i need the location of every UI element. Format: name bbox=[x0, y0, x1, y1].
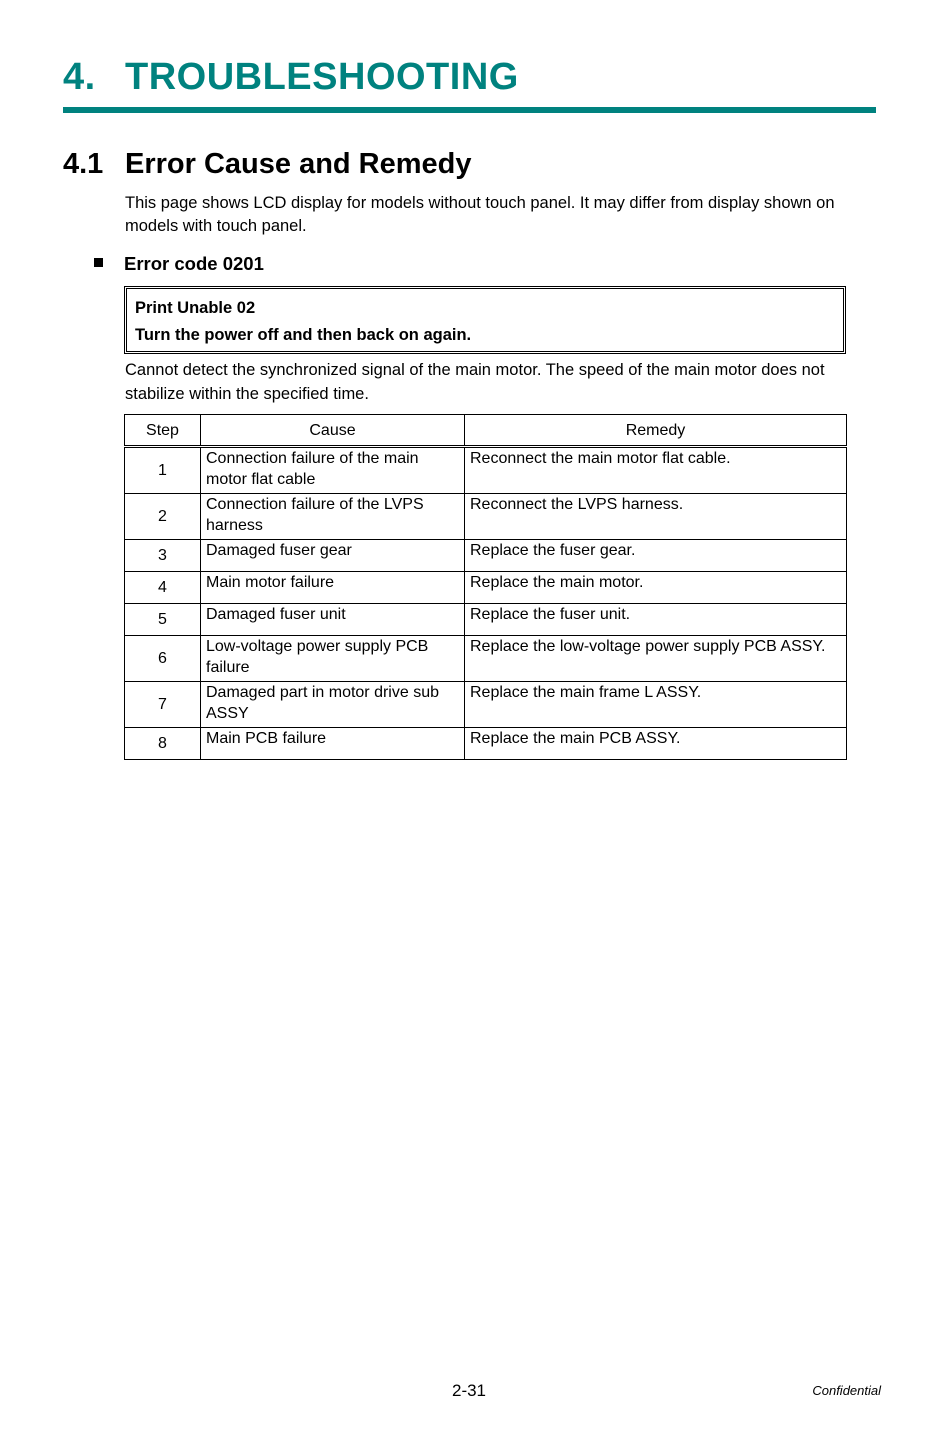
step-cell: 2 bbox=[125, 494, 201, 540]
remedy-cell: Replace the low-voltage power supply PCB ASSY. bbox=[465, 636, 847, 682]
table-row bbox=[125, 636, 847, 682]
remedy-cell: Replace the main frame L ASSY. bbox=[465, 682, 847, 728]
column-header-step: Step bbox=[125, 415, 201, 447]
chapter-title-text: TROUBLESHOOTING bbox=[125, 56, 519, 98]
section-title-text: Error Cause and Remedy bbox=[125, 148, 472, 180]
cause-cell: Main motor failure bbox=[201, 572, 465, 604]
chapter-title bbox=[63, 56, 519, 99]
column-header-cause: Cause bbox=[201, 415, 465, 447]
table-row bbox=[125, 682, 847, 728]
remedy-cell: Replace the main motor. bbox=[465, 572, 847, 604]
intro-paragraph: This page shows LCD display for models without touch panel. It may differ from display shown on models with touch panel. bbox=[125, 194, 835, 235]
section-title bbox=[63, 148, 472, 181]
remedy-cell: Reconnect the LVPS harness. bbox=[465, 494, 847, 540]
error-description: Cannot detect the synchronized signal of the main motor. The speed of the main motor does not stabilize within the specified time. bbox=[125, 361, 825, 403]
step-cell: 5 bbox=[125, 604, 201, 636]
cause-cell: Damaged fuser unit bbox=[201, 604, 465, 636]
table-row bbox=[125, 728, 847, 760]
step-cell: 8 bbox=[125, 728, 201, 760]
chapter-number: 4. bbox=[63, 56, 96, 98]
lcd-message-line-1: Print Unable 02 bbox=[135, 299, 256, 317]
lcd-message-box bbox=[124, 286, 846, 354]
remedy-cell: Replace the fuser unit. bbox=[465, 604, 847, 636]
step-cell: 6 bbox=[125, 636, 201, 682]
cause-cell: Connection failure of the main motor flat cable bbox=[201, 447, 465, 494]
chapter-divider bbox=[63, 107, 876, 113]
cause-cell: Damaged fuser gear bbox=[201, 540, 465, 572]
cause-cell: Low-voltage power supply PCB failure bbox=[201, 636, 465, 682]
table-row bbox=[125, 604, 847, 636]
step-cell: 4 bbox=[125, 572, 201, 604]
remedy-cell: Reconnect the main motor flat cable. bbox=[465, 447, 847, 494]
cause-cell: Connection failure of the LVPS harness bbox=[201, 494, 465, 540]
confidential-label: Confidential bbox=[812, 1383, 881, 1398]
table-header-row bbox=[125, 415, 847, 447]
remedy-cell: Replace the main PCB ASSY. bbox=[465, 728, 847, 760]
step-cell: 1 bbox=[125, 447, 201, 494]
column-header-remedy: Remedy bbox=[465, 415, 847, 447]
lcd-message-line-2: Turn the power off and then back on again. bbox=[135, 326, 472, 344]
cause-cell: Main PCB failure bbox=[201, 728, 465, 760]
remedy-cell: Replace the fuser gear. bbox=[465, 540, 847, 572]
cause-cell: Damaged part in motor drive sub ASSY bbox=[201, 682, 465, 728]
table-row bbox=[125, 494, 847, 540]
square-bullet-icon bbox=[94, 258, 103, 267]
table-row bbox=[125, 572, 847, 604]
cause-remedy-table bbox=[124, 414, 847, 760]
page-number: 2-31 bbox=[451, 1381, 487, 1400]
step-cell: 3 bbox=[125, 540, 201, 572]
table-row bbox=[125, 447, 847, 494]
table-row bbox=[125, 540, 847, 572]
step-cell: 7 bbox=[125, 682, 201, 728]
error-code-heading-text: Error code 0201 bbox=[124, 253, 264, 274]
section-number: 4.1 bbox=[63, 148, 104, 180]
error-code-heading bbox=[94, 253, 264, 275]
